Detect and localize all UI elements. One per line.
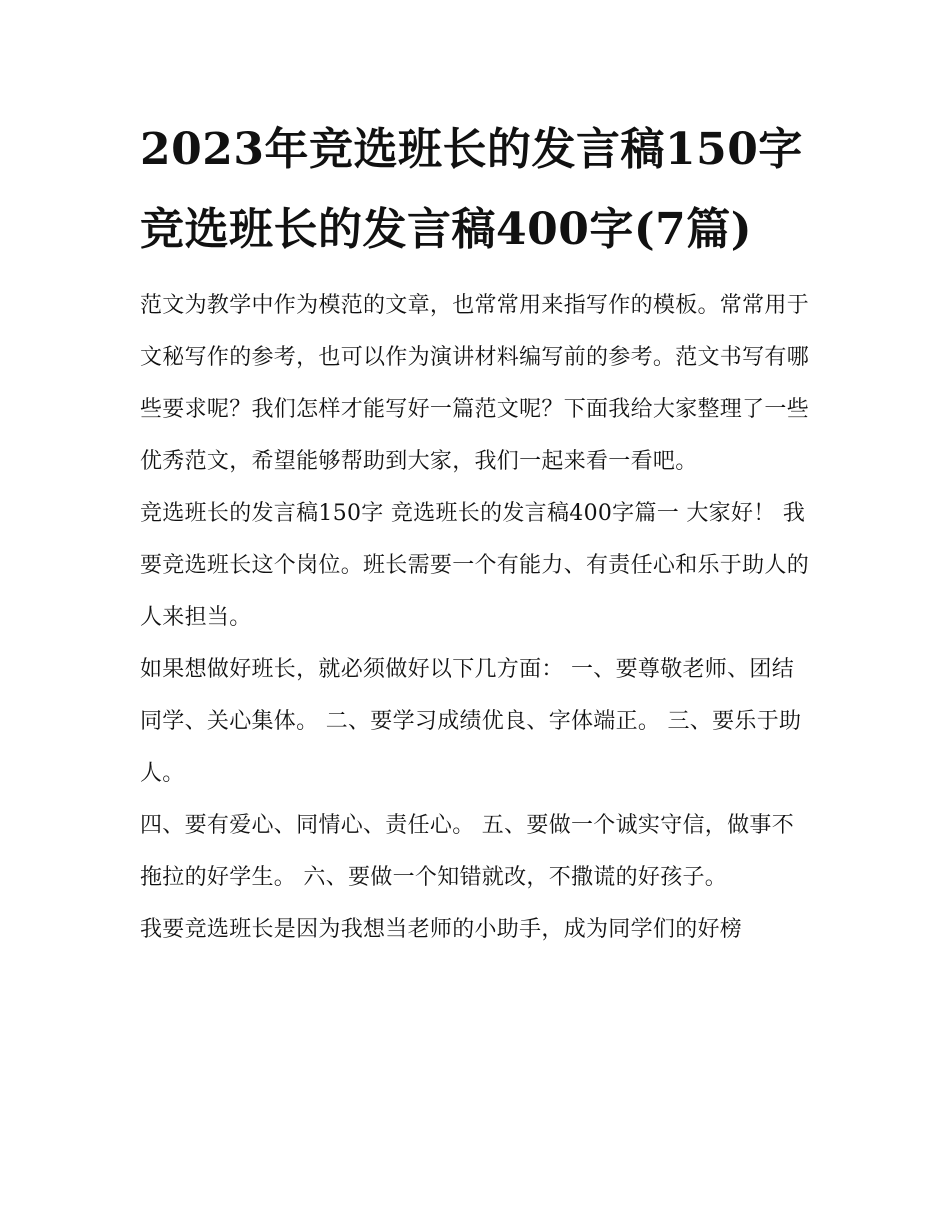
body-paragraph: 如果想做好班长，就必须做好以下几方面： 一、要尊敬老师、团结同学、关心集体。 二、要学习成绩优良、字体端正。 三、要乐于助人。: [140, 657, 802, 786]
intro-paragraph: 范文为教学中作为模范的文章，也常常用来指写作的模板。常常用于文秘写作的参考，也可以作为演讲材料编写前的参考。范文书写有哪些要求呢？我们怎样才能写好一篇范文呢？下面我给大家整理了一些优秀范文，希望能够帮助到大家，我们一起来看一看吧。: [140, 293, 810, 474]
body-paragraph: 四、要有爱心、同情心、责任心。 五、要做一个诚实守信，做事不拖拉的好学生。 六、要做一个知错就改，不撒谎的好孩子。: [140, 813, 794, 890]
document-title: 2023年竞选班长的发言稿150字 竞选班长的发言稿400字(7篇): [140, 124, 803, 255]
body-paragraph: 我要竞选班长是因为我想当老师的小助手，成为同学们的好榜: [140, 917, 743, 942]
document-page: [140, 110, 812, 956]
body-paragraph: 竞选班长的发言稿150字 竞选班长的发言稿400字篇一 大家好！ 我要竞选班长这个岗位。班长需要一个有能力、有责任心和乐于助人的人来担当。: [140, 501, 810, 630]
